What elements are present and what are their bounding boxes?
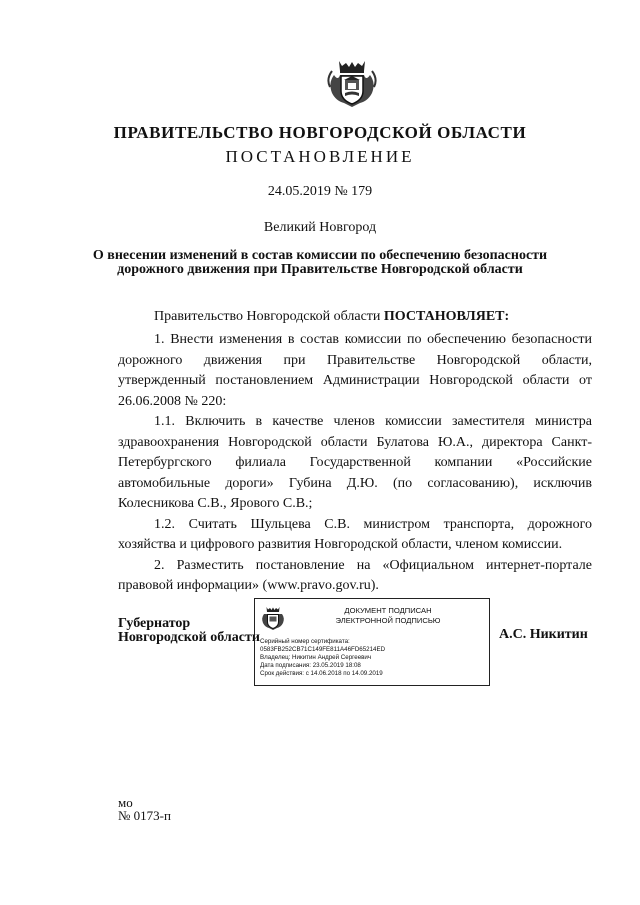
serial-number: 0583FB252CB71C149FE811A46FD65214ED (260, 646, 386, 653)
document-subject (0, 249, 640, 277)
coat-of-arms-icon (260, 605, 286, 631)
subject-line-2: дорожного движения при Правительстве Новгородской области (117, 262, 523, 277)
electronic-signature-stamp (254, 598, 490, 686)
resolution-body (118, 330, 592, 597)
city: Великий Новгород (263, 220, 377, 235)
certificate-owner: Владелец: Никитин Андрей Сергеевич (260, 654, 372, 661)
subject-line-1: О внесении изменений в состав комиссии по обеспечению безопасности (92, 248, 548, 263)
intro-text: Правительство Новгородской области (154, 309, 384, 324)
position-line-2: Новгородской области (118, 630, 260, 645)
intro-resolves: ПОСТАНОВЛЯЕТ: (383, 309, 510, 324)
stamp-heading-line-2: ЭЛЕКТРОННОЙ ПОДПИСЬЮ (335, 615, 441, 625)
coat-of-arms-icon (326, 57, 378, 109)
validity-period: Срок действия: с 14.06.2018 по 14.09.2019 (260, 670, 383, 677)
paragraph-1-1: 1.1. Включить в качестве членов комиссии заместителя министра здравоохранения Новгородской области Булатова Ю.А., директора Санкт-Петербургского филиала Государственной компании «Российские автомобильные дороги» Губина Д.Ю. (по согласованию), исключив Колесникова С.В., Ярового С.В.; (118, 414, 592, 511)
signatory-name: А.С. Никитин (499, 627, 588, 642)
registration-number: № 0173-п (118, 808, 171, 823)
paragraph-1-2: 1.2. Считать Шульцева С.В. министром транспорта, дорожного хозяйства и цифрового развития Новгородской области, членом комиссии. (118, 516, 592, 552)
signing-date: Дата подписания: 23.05.2019 18:08 (260, 662, 361, 669)
document-footer (118, 796, 171, 822)
resolution-intro (118, 307, 592, 328)
signatory-position (118, 617, 260, 645)
government-title: ПРАВИТЕЛЬСТВО НОВГОРОДСКОЙ ОБЛАСТИ (113, 123, 527, 142)
paragraph-2: 2. Разместить постановление на «Официальном интернет-портале правовой информации» (www.pravo.gov.ru). (118, 557, 592, 593)
paragraph-1: 1. Внести изменения в состав комиссии по обеспечению безопасности дорожного движения при Правительстве Новгородской области, утвержденный постановлением Администрации Новгородской области от 26.06.2008 № 220: (118, 332, 592, 409)
document-type: ПОСТАНОВЛЕНИЕ (225, 147, 415, 166)
position-line-1: Губернатор (118, 616, 191, 631)
executor-initials: мо (118, 795, 133, 810)
stamp-heading (289, 606, 487, 625)
serial-label: Серийный номер сертификата: (260, 638, 350, 645)
stamp-heading-line-1: ДОКУМЕНТ ПОДПИСАН (344, 606, 432, 615)
certificate-details (260, 638, 385, 678)
date-number: 24.05.2019 № 179 (267, 184, 373, 199)
